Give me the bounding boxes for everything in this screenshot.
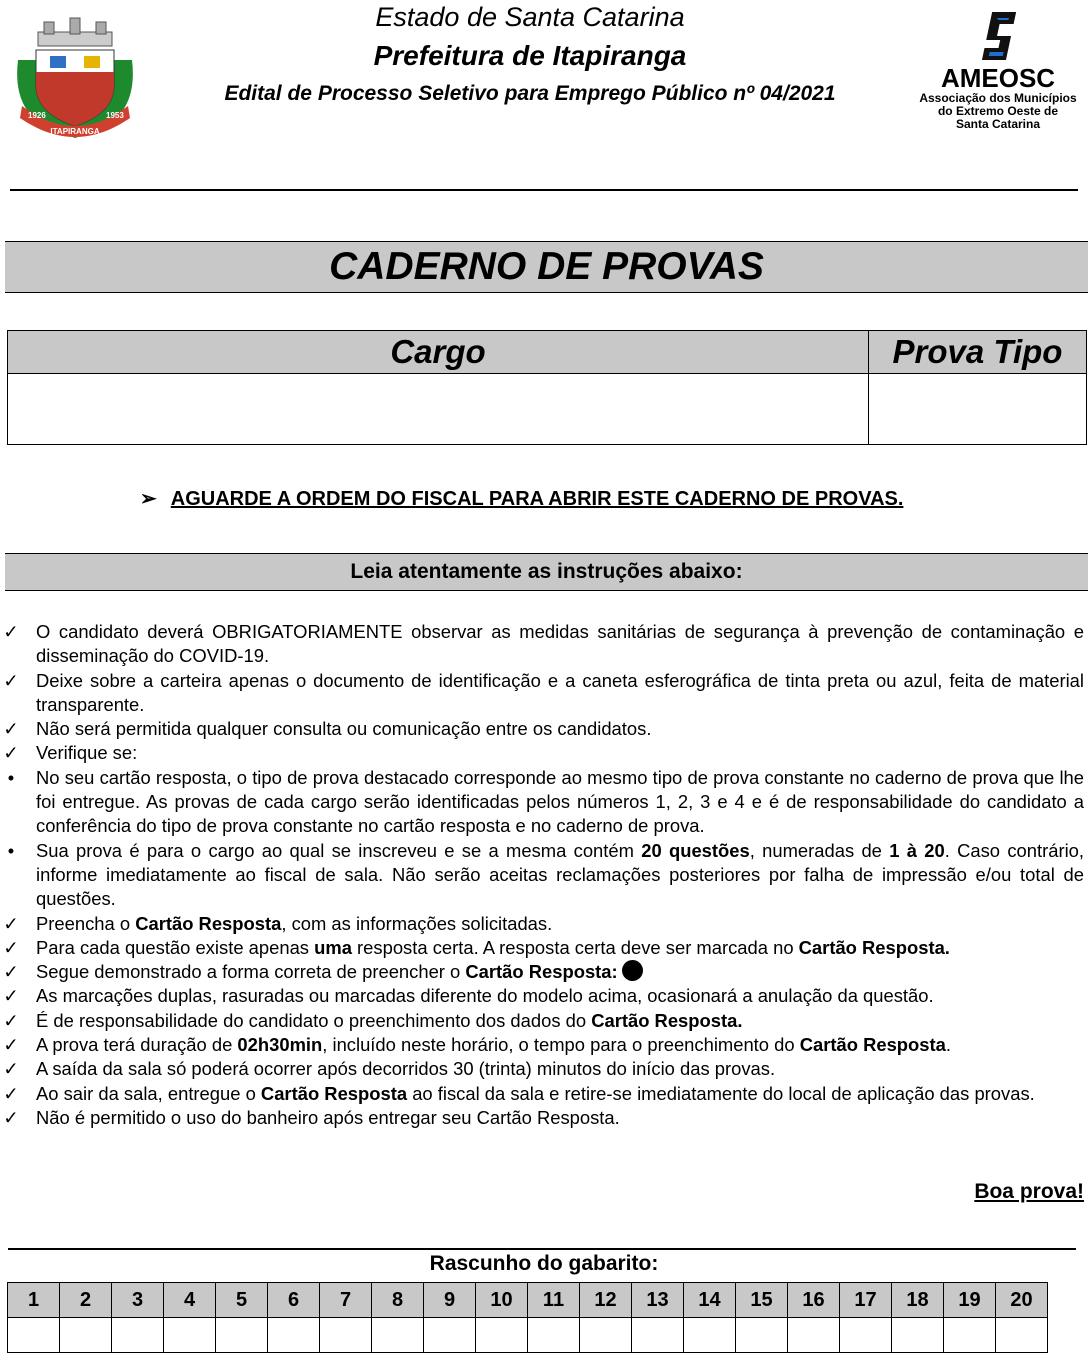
instruction-item: ✓ O candidato deverá OBRIGATORIAMENTE observar as medidas sanitárias de segurança à prevenção de contaminação e disseminação do COVID-19. xyxy=(0,620,1084,669)
check-icon: ✓ xyxy=(3,1082,19,1104)
gabarito-number: 5 xyxy=(216,1283,268,1318)
ameosc-line1: Associação dos Municípios xyxy=(919,91,1077,105)
ameosc-line2: do Extremo Oeste de xyxy=(937,104,1059,118)
gabarito-number: 4 xyxy=(164,1283,216,1318)
gabarito-number: 20 xyxy=(996,1283,1048,1318)
gabarito-number: 9 xyxy=(424,1283,476,1318)
ameosc-name: AMEOSC xyxy=(940,63,1056,93)
gabarito-table xyxy=(7,1282,1048,1353)
page-title: CADERNO DE PROVAS xyxy=(5,241,1088,293)
gabarito-answer-row xyxy=(8,1318,1048,1353)
city-hall-name: Prefeitura de Itapiranga xyxy=(373,40,687,71)
crest-year-right: 1953 xyxy=(106,111,124,120)
check-icon: ✓ xyxy=(3,621,19,642)
check-icon: ✓ xyxy=(3,985,19,1007)
instruction-item: ✓ Não é permitido o uso do banheiro após entregar seu Cartão Resposta. xyxy=(0,1106,1084,1130)
gabarito-answer-cell[interactable] xyxy=(684,1318,736,1353)
check-icon: ✓ xyxy=(3,912,19,934)
gabarito-answer-cell[interactable] xyxy=(372,1318,424,1353)
instruction-item: • No seu cartão resposta, o tipo de prova destacado corresponde ao mesmo tipo de prova constante no caderno de prova que lhe foi entregue. As provas de cada cargo serão identificadas pelos números 1, 2, 3 e 4 e é de responsabilidade do candidato a conferência do tipo de prova constante no cartão resposta e no caderno de prova. xyxy=(0,766,1084,839)
check-icon: ✓ xyxy=(3,718,19,740)
gabarito-answer-cell[interactable] xyxy=(788,1318,840,1353)
ameosc-logo xyxy=(912,8,1084,148)
gabarito-answer-cell[interactable] xyxy=(216,1318,268,1353)
gabarito-answer-cell[interactable] xyxy=(840,1318,892,1353)
gabarito-number: 1 xyxy=(8,1283,60,1318)
check-icon: ✓ xyxy=(3,1058,19,1080)
gabarito-number-row xyxy=(8,1283,1048,1318)
prova-tipo-field[interactable] xyxy=(869,374,1087,445)
gabarito-number: 10 xyxy=(476,1283,528,1318)
gabarito-answer-cell[interactable] xyxy=(476,1318,528,1353)
instructions-list xyxy=(0,620,1084,1130)
instruction-item: ✓ A saída da sala só poderá ocorrer após decorridos 30 (trinta) minutos do início das provas. xyxy=(0,1057,1084,1081)
gabarito-number: 7 xyxy=(320,1283,372,1318)
warning-text: AGUARDE A ORDEM DO FISCAL PARA ABRIR ESTE CADERNO DE PROVAS. xyxy=(170,488,904,510)
filled-bubble-icon xyxy=(622,960,643,981)
bullet-icon: • xyxy=(7,766,15,788)
gabarito-number: 14 xyxy=(684,1283,736,1318)
prova-tipo-header: Prova Tipo xyxy=(869,331,1087,374)
instruction-item: ✓ Deixe sobre a carteira apenas o documento de identificação e a caneta esferográfica de tinta preta ou azul, feita de material transparente. xyxy=(0,669,1084,718)
bullet-icon: • xyxy=(7,839,15,861)
check-icon: ✓ xyxy=(3,1009,19,1031)
gabarito-answer-cell[interactable] xyxy=(892,1318,944,1353)
itapiranga-crest-logo xyxy=(8,10,142,144)
closing-message: Boa prova! xyxy=(974,1180,1084,1203)
instruction-item: ✓ Preencha o Cartão Resposta, com as informações solicitadas. xyxy=(0,912,1084,936)
instruction-item: ✓ Verifique se: xyxy=(0,741,1084,765)
cargo-header: Cargo xyxy=(8,331,869,374)
check-icon: ✓ xyxy=(3,1106,19,1128)
gabarito-answer-cell[interactable] xyxy=(60,1318,112,1353)
instructions-title: Leia atentamente as instruções abaixo: xyxy=(5,553,1088,591)
gabarito-number: 8 xyxy=(372,1283,424,1318)
header-divider xyxy=(10,189,1078,191)
gabarito-answer-cell[interactable] xyxy=(996,1318,1048,1353)
gabarito-number: 13 xyxy=(632,1283,684,1318)
check-icon: ✓ xyxy=(3,742,19,764)
ameosc-symbol-icon xyxy=(963,8,1033,64)
crest-year-left: 1926 xyxy=(28,111,46,120)
gabarito-number: 12 xyxy=(580,1283,632,1318)
gabarito-answer-cell[interactable] xyxy=(528,1318,580,1353)
gabarito-answer-cell[interactable] xyxy=(424,1318,476,1353)
gabarito-divider xyxy=(8,1248,1076,1250)
gabarito-title: Rascunho do gabarito: xyxy=(429,1252,659,1275)
instruction-item: ✓ Para cada questão existe apenas uma resposta certa. A resposta certa deve ser marcada no Cartão Resposta. xyxy=(0,936,1084,960)
gabarito-answer-cell[interactable] xyxy=(736,1318,788,1353)
instruction-item: ✓ Não será permitida qualquer consulta ou comunicação entre os candidatos. xyxy=(0,717,1084,741)
gabarito-number: 11 xyxy=(528,1283,580,1318)
gabarito-answer-cell[interactable] xyxy=(944,1318,996,1353)
instruction-item: ✓ Segue demonstrado a forma correta de preencher o Cartão Resposta: xyxy=(0,960,1084,984)
arrow-bullet-icon: ➢ xyxy=(140,488,157,510)
ameosc-line3: Santa Catarina xyxy=(955,117,1041,131)
gabarito-answer-cell[interactable] xyxy=(580,1318,632,1353)
check-icon: ✓ xyxy=(3,936,19,958)
gabarito-answer-cell[interactable] xyxy=(320,1318,372,1353)
gabarito-answer-cell[interactable] xyxy=(164,1318,216,1353)
gabarito-number: 19 xyxy=(944,1283,996,1318)
crest-banner-text: ITAPIRANGA xyxy=(50,127,100,136)
cargo-field[interactable] xyxy=(8,374,869,445)
gabarito-answer-cell[interactable] xyxy=(632,1318,684,1353)
check-icon: ✓ xyxy=(3,1034,19,1056)
check-icon: ✓ xyxy=(3,669,19,691)
gabarito-number: 3 xyxy=(112,1283,164,1318)
state-name: Estado de Santa Catarina xyxy=(375,2,685,32)
gabarito-answer-cell[interactable] xyxy=(268,1318,320,1353)
instruction-item: • Sua prova é para o cargo ao qual se inscreveu e se a mesma contém 20 questões, numeradas de 1 à 20. Caso contrário, informe imediatamente ao fiscal de sala. Não serão aceitas reclamações posteriores por falha de impressão e/ou total de questões. xyxy=(0,839,1084,912)
gabarito-number: 2 xyxy=(60,1283,112,1318)
check-icon: ✓ xyxy=(3,961,19,983)
gabarito-number: 16 xyxy=(788,1283,840,1318)
edital-title: Edital de Processo Seletivo para Emprego Público nº 04/2021 xyxy=(224,82,836,105)
gabarito-number: 15 xyxy=(736,1283,788,1318)
instruction-item: ✓ É de responsabilidade do candidato o preenchimento dos dados do Cartão Resposta. xyxy=(0,1009,1084,1033)
gabarito-answer-cell[interactable] xyxy=(8,1318,60,1353)
gabarito-number: 6 xyxy=(268,1283,320,1318)
instruction-item: ✓ As marcações duplas, rasuradas ou marcadas diferente do modelo acima, ocasionará a anulação da questão. xyxy=(0,984,1084,1008)
instruction-item: ✓ Ao sair da sala, entregue o Cartão Resposta ao fiscal da sala e retire-se imediatamente do local de aplicação das provas. xyxy=(0,1082,1084,1106)
instruction-item: ✓ A prova terá duração de 02h30min, incluído neste horário, o tempo para o preenchimento do Cartão Resposta. xyxy=(0,1033,1084,1057)
gabarito-number: 18 xyxy=(892,1283,944,1318)
cargo-table xyxy=(7,330,1087,445)
warning-notice xyxy=(140,486,903,511)
gabarito-number: 17 xyxy=(840,1283,892,1318)
gabarito-answer-cell[interactable] xyxy=(112,1318,164,1353)
